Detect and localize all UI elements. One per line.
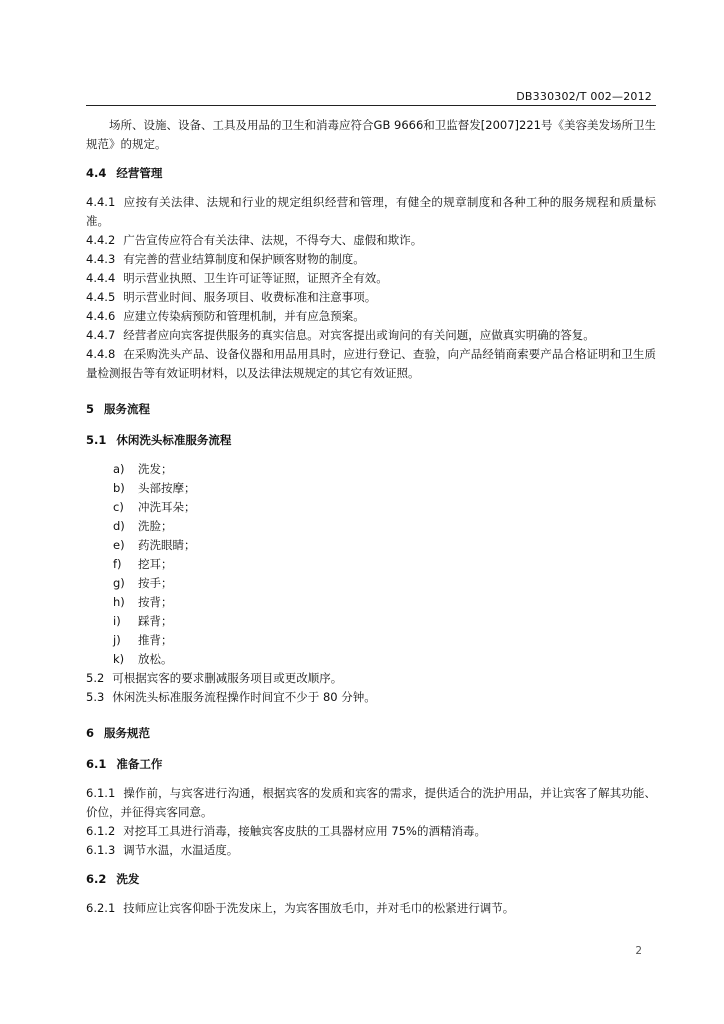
clause-text: 经营者应向宾客提供服务的真实信息。对宾客提出或询问的有关问题，应做真实明确的答复。 (123, 328, 595, 342)
clause-4-4-3 (86, 250, 656, 269)
section-6-1-heading (86, 755, 656, 774)
page-number: 2 (635, 945, 642, 957)
list-item (86, 517, 656, 536)
list-text: 洗脸； (138, 519, 173, 533)
section-6-heading (86, 724, 656, 743)
clause-text: 广告宣传应符合有关法律、法规，不得夸大、虚假和欺诈。 (123, 233, 423, 247)
list-marker: d) (113, 519, 125, 533)
clause-text: 可根据宾客的要求删减服务项目或更改顺序。 (112, 671, 343, 685)
list-text: 推背； (138, 633, 173, 647)
clause-text: 有完善的营业结算制度和保护顾客财物的制度。 (123, 252, 365, 266)
clause-text: 操作前，与宾客进行沟通，根据宾客的发质和宾客的需求，提供适合的洗护用品，并让宾客了解其功能、价位，并征得宾客同意。 (86, 786, 656, 819)
list-text: 药洗眼睛； (138, 538, 196, 552)
clause-number: 4.4.6 (86, 309, 116, 323)
list-text: 洗发； (138, 462, 173, 476)
list-marker: k) (113, 652, 125, 666)
clause-4-4-4 (86, 269, 656, 288)
section-number: 5 (86, 402, 95, 416)
clause-5-2 (86, 669, 656, 688)
section-5-heading (86, 400, 656, 419)
section-title: 服务流程 (104, 402, 151, 416)
list-item (86, 460, 656, 479)
clause-number: 4.4.2 (86, 233, 116, 247)
clause-text: 在采购洗头产品、设备仪器和用品用具时，应进行登记、查验，向产品经销商索要产品合格证明和卫生质量检测报告等有效证明材料，以及法律法规规定的其它有效证照。 (86, 347, 656, 380)
service-steps-list (86, 460, 656, 669)
section-4-4-heading (86, 164, 656, 183)
section-title: 准备工作 (116, 757, 163, 771)
section-number: 6.2 (86, 872, 107, 886)
clause-5-3 (86, 688, 656, 707)
clause-6-1-1 (86, 784, 656, 822)
clause-text: 对挖耳工具进行消毒，接触宾客皮肤的工具器材应用 75%的酒精消毒。 (123, 824, 486, 838)
section-number: 4.4 (86, 166, 107, 180)
section-number: 6.1 (86, 757, 107, 771)
list-item (86, 498, 656, 517)
list-item (86, 574, 656, 593)
clause-6-1-2 (86, 822, 656, 841)
list-text: 头部按摩； (138, 481, 196, 495)
clause-number: 4.4.3 (86, 252, 116, 266)
clause-text: 调节水温，水温适度。 (123, 843, 239, 857)
section-6-2-heading (86, 870, 656, 889)
clause-text: 应建立传染病预防和管理机制，并有应急预案。 (123, 309, 365, 323)
list-marker: e) (113, 538, 125, 552)
list-marker: b) (113, 481, 125, 495)
list-item (86, 593, 656, 612)
clause-number: 5.2 (86, 671, 105, 685)
list-text: 冲洗耳朵； (138, 500, 196, 514)
clause-number: 6.1.2 (86, 824, 116, 838)
clause-number: 4.4.8 (86, 347, 116, 361)
list-marker: h) (113, 595, 125, 609)
clause-number: 4.4.5 (86, 290, 116, 304)
clause-6-2-1 (86, 899, 656, 918)
list-text: 按手； (138, 576, 173, 590)
list-item (86, 536, 656, 555)
clause-number: 6.1.3 (86, 843, 116, 857)
document-body (86, 116, 656, 918)
header-rule (86, 105, 656, 106)
list-text: 放松。 (138, 652, 173, 666)
clause-text: 明示营业时间、服务项目、收费标准和注意事项。 (123, 290, 377, 304)
list-text: 挖耳； (138, 557, 173, 571)
section-title: 服务规范 (104, 726, 151, 740)
clause-text: 技师应让宾客仰卧于洗发床上，为宾客围放毛巾，并对毛巾的松紧进行调节。 (123, 901, 515, 915)
clause-4-4-5 (86, 288, 656, 307)
clause-number: 5.3 (86, 690, 105, 704)
clause-4-4-2 (86, 231, 656, 250)
list-marker: f) (113, 557, 122, 571)
list-text: 按背； (138, 595, 173, 609)
clause-4-4-8 (86, 345, 656, 383)
clause-4-4-6 (86, 307, 656, 326)
list-item (86, 555, 656, 574)
list-text: 踩背； (138, 614, 173, 628)
clause-text: 应按有关法律、法规和行业的规定组织经营和管理，有健全的规章制度和各种工种的服务规程和质量标准。 (86, 195, 656, 228)
clause-number: 4.4.7 (86, 328, 116, 342)
section-number: 5.1 (86, 433, 107, 447)
section-number: 6 (86, 726, 95, 740)
clause-number: 4.4.4 (86, 271, 116, 285)
clause-6-1-3 (86, 841, 656, 860)
section-title: 经营管理 (116, 166, 163, 180)
standard-code: DB330302/T 002—2012 (516, 90, 652, 103)
clause-text: 休闲洗头标准服务流程操作时间宜不少于 80 分钟。 (112, 690, 376, 704)
list-marker: g) (113, 576, 125, 590)
section-5-1-heading (86, 431, 656, 450)
section-title: 洗发 (116, 872, 140, 886)
intro-paragraph: 场所、设施、设备、工具及用品的卫生和消毒应符合GB 9666和卫监督发[2007]221号《美容美发场所卫生规范》的规定。 (86, 118, 656, 151)
clause-4-4-1 (86, 193, 656, 231)
list-marker: a) (113, 462, 125, 476)
list-item (86, 631, 656, 650)
list-item (86, 650, 656, 669)
list-marker: j) (113, 633, 121, 647)
clause-number: 4.4.1 (86, 195, 116, 209)
clause-number: 6.2.1 (86, 901, 116, 915)
list-item (86, 479, 656, 498)
list-item (86, 612, 656, 631)
list-marker: i) (113, 614, 121, 628)
clause-number: 6.1.1 (86, 786, 116, 800)
list-marker: c) (113, 500, 124, 514)
clause-text: 明示营业执照、卫生许可证等证照，证照齐全有效。 (123, 271, 388, 285)
clause-4-4-7 (86, 326, 656, 345)
section-title: 休闲洗头标准服务流程 (116, 433, 232, 447)
